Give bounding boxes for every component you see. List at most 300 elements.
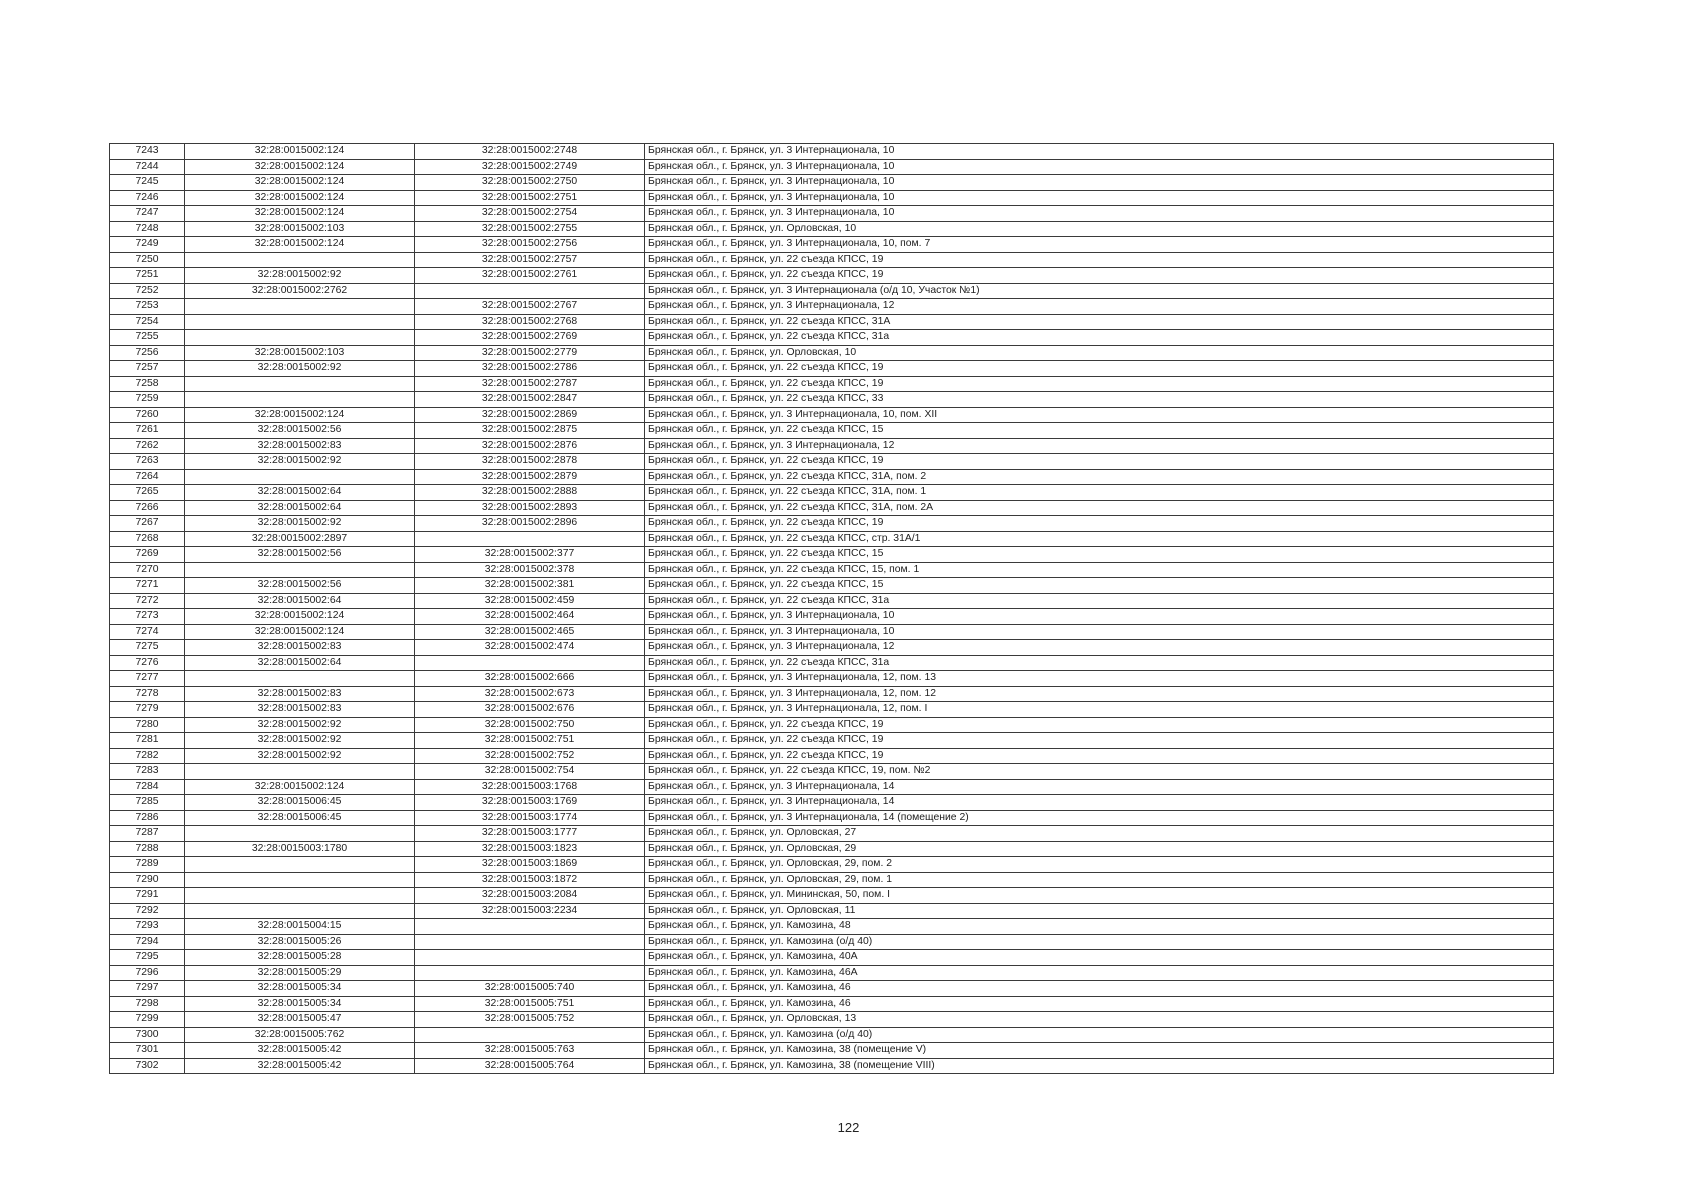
address-cell: Брянская обл., г. Брянск, ул. 22 съезда КПСС, 19 (645, 268, 1554, 284)
land-parcel-cadastral-number-cell: 32:28:0015005:34 (185, 996, 415, 1012)
row-number-cell: 7282 (110, 748, 185, 764)
land-parcel-cadastral-number-cell: 32:28:0015002:92 (185, 516, 415, 532)
building-cadastral-number-cell (415, 934, 645, 950)
land-parcel-cadastral-number-cell (185, 903, 415, 919)
land-parcel-cadastral-number-cell: 32:28:0015002:124 (185, 779, 415, 795)
building-cadastral-number-cell: 32:28:0015003:1777 (415, 826, 645, 842)
address-cell: Брянская обл., г. Брянск, ул. 3 Интернационала, 10 (645, 175, 1554, 191)
table-row (110, 237, 1554, 253)
table-row (110, 438, 1554, 454)
building-cadastral-number-cell: 32:28:0015002:750 (415, 717, 645, 733)
land-parcel-cadastral-number-cell: 32:28:0015005:42 (185, 1043, 415, 1059)
address-cell: Брянская обл., г. Брянск, ул. 22 съезда КПСС, 19 (645, 733, 1554, 749)
building-cadastral-number-cell: 32:28:0015002:2748 (415, 144, 645, 160)
table-row (110, 717, 1554, 733)
building-cadastral-number-cell: 32:28:0015002:2879 (415, 469, 645, 485)
row-number-cell: 7287 (110, 826, 185, 842)
land-parcel-cadastral-number-cell (185, 562, 415, 578)
registry-table (109, 143, 1554, 1074)
land-parcel-cadastral-number-cell: 32:28:0015002:83 (185, 702, 415, 718)
table-row (110, 981, 1554, 997)
row-number-cell: 7259 (110, 392, 185, 408)
table-row (110, 485, 1554, 501)
building-cadastral-number-cell: 32:28:0015002:2767 (415, 299, 645, 315)
land-parcel-cadastral-number-cell: 32:28:0015002:124 (185, 190, 415, 206)
land-parcel-cadastral-number-cell: 32:28:0015006:45 (185, 810, 415, 826)
table-row (110, 423, 1554, 439)
row-number-cell: 7281 (110, 733, 185, 749)
page-number: 122 (837, 1120, 860, 1135)
building-cadastral-number-cell: 32:28:0015002:754 (415, 764, 645, 780)
address-cell: Брянская обл., г. Брянск, ул. Камозина, 48 (645, 919, 1554, 935)
building-cadastral-number-cell: 32:28:0015002:2893 (415, 500, 645, 516)
building-cadastral-number-cell: 32:28:0015002:2761 (415, 268, 645, 284)
land-parcel-cadastral-number-cell (185, 671, 415, 687)
land-parcel-cadastral-number-cell: 32:28:0015002:2762 (185, 283, 415, 299)
land-parcel-cadastral-number-cell: 32:28:0015005:28 (185, 950, 415, 966)
address-cell: Брянская обл., г. Брянск, ул. 3 Интернационала, 12 (645, 640, 1554, 656)
row-number-cell: 7278 (110, 686, 185, 702)
land-parcel-cadastral-number-cell: 32:28:0015002:64 (185, 593, 415, 609)
building-cadastral-number-cell: 32:28:0015002:2754 (415, 206, 645, 222)
building-cadastral-number-cell: 32:28:0015002:673 (415, 686, 645, 702)
land-parcel-cadastral-number-cell: 32:28:0015002:103 (185, 345, 415, 361)
land-parcel-cadastral-number-cell: 32:28:0015005:42 (185, 1058, 415, 1074)
land-parcel-cadastral-number-cell: 32:28:0015002:83 (185, 686, 415, 702)
building-cadastral-number-cell (415, 950, 645, 966)
address-cell: Брянская обл., г. Брянск, ул. Орловская, 10 (645, 221, 1554, 237)
land-parcel-cadastral-number-cell: 32:28:0015002:124 (185, 175, 415, 191)
table-row (110, 671, 1554, 687)
row-number-cell: 7265 (110, 485, 185, 501)
address-cell: Брянская обл., г. Брянск, ул. 3 Интернационала, 14 (645, 795, 1554, 811)
address-cell: Брянская обл., г. Брянск, ул. Камозина, 46 (645, 981, 1554, 997)
land-parcel-cadastral-number-cell: 32:28:0015002:124 (185, 624, 415, 640)
address-cell: Брянская обл., г. Брянск, ул. 22 съезда КПСС, 31А, пом. 2А (645, 500, 1554, 516)
land-parcel-cadastral-number-cell: 32:28:0015002:103 (185, 221, 415, 237)
building-cadastral-number-cell: 32:28:0015002:2786 (415, 361, 645, 377)
table-row (110, 810, 1554, 826)
address-cell: Брянская обл., г. Брянск, ул. Мининская, 50, пом. I (645, 888, 1554, 904)
row-number-cell: 7292 (110, 903, 185, 919)
row-number-cell: 7263 (110, 454, 185, 470)
row-number-cell: 7302 (110, 1058, 185, 1074)
building-cadastral-number-cell (415, 1027, 645, 1043)
row-number-cell: 7267 (110, 516, 185, 532)
row-number-cell: 7289 (110, 857, 185, 873)
land-parcel-cadastral-number-cell: 32:28:0015005:47 (185, 1012, 415, 1028)
row-number-cell: 7275 (110, 640, 185, 656)
row-number-cell: 7295 (110, 950, 185, 966)
row-number-cell: 7251 (110, 268, 185, 284)
building-cadastral-number-cell: 32:28:0015002:464 (415, 609, 645, 625)
row-number-cell: 7252 (110, 283, 185, 299)
land-parcel-cadastral-number-cell: 32:28:0015002:92 (185, 268, 415, 284)
address-cell: Брянская обл., г. Брянск, ул. Камозина, 46 (645, 996, 1554, 1012)
row-number-cell: 7293 (110, 919, 185, 935)
address-cell: Брянская обл., г. Брянск, ул. 22 съезда КПСС, 19, пом. №2 (645, 764, 1554, 780)
land-parcel-cadastral-number-cell: 32:28:0015002:92 (185, 361, 415, 377)
address-cell: Брянская обл., г. Брянск, ул. 3 Интернационала, 12, пом. 13 (645, 671, 1554, 687)
row-number-cell: 7244 (110, 159, 185, 175)
land-parcel-cadastral-number-cell: 32:28:0015002:83 (185, 640, 415, 656)
table-row (110, 206, 1554, 222)
table-row (110, 283, 1554, 299)
address-cell: Брянская обл., г. Брянск, ул. 22 съезда КПСС, 31а (645, 593, 1554, 609)
address-cell: Брянская обл., г. Брянск, ул. 22 съезда КПСС, 19 (645, 748, 1554, 764)
row-number-cell: 7291 (110, 888, 185, 904)
row-number-cell: 7255 (110, 330, 185, 346)
row-number-cell: 7294 (110, 934, 185, 950)
building-cadastral-number-cell (415, 655, 645, 671)
building-cadastral-number-cell: 32:28:0015003:1768 (415, 779, 645, 795)
building-cadastral-number-cell: 32:28:0015002:2847 (415, 392, 645, 408)
address-cell: Брянская обл., г. Брянск, ул. Орловская, 29, пом. 2 (645, 857, 1554, 873)
address-cell: Брянская обл., г. Брянск, ул. 22 съезда КПСС, 31А (645, 314, 1554, 330)
table-row (110, 640, 1554, 656)
address-cell: Брянская обл., г. Брянск, ул. Камозина, 46А (645, 965, 1554, 981)
building-cadastral-number-cell (415, 965, 645, 981)
land-parcel-cadastral-number-cell: 32:28:0015002:92 (185, 717, 415, 733)
land-parcel-cadastral-number-cell: 32:28:0015002:124 (185, 206, 415, 222)
land-parcel-cadastral-number-cell: 32:28:0015006:45 (185, 795, 415, 811)
address-cell: Брянская обл., г. Брянск, ул. 22 съезда КПСС, 31а (645, 655, 1554, 671)
table-row (110, 593, 1554, 609)
address-cell: Брянская обл., г. Брянск, ул. Орловская, 13 (645, 1012, 1554, 1028)
table-row (110, 872, 1554, 888)
address-cell: Брянская обл., г. Брянск, ул. 3 Интернационала, 12 (645, 299, 1554, 315)
row-number-cell: 7299 (110, 1012, 185, 1028)
table-row (110, 175, 1554, 191)
address-cell: Брянская обл., г. Брянск, ул. 22 съезда КПСС, 33 (645, 392, 1554, 408)
building-cadastral-number-cell: 32:28:0015002:2757 (415, 252, 645, 268)
table-row (110, 779, 1554, 795)
building-cadastral-number-cell: 32:28:0015002:2756 (415, 237, 645, 253)
land-parcel-cadastral-number-cell: 32:28:0015003:1780 (185, 841, 415, 857)
building-cadastral-number-cell: 32:28:0015005:764 (415, 1058, 645, 1074)
address-cell: Брянская обл., г. Брянск, ул. 3 Интернационала (о/д 10, Участок №1) (645, 283, 1554, 299)
building-cadastral-number-cell: 32:28:0015002:2869 (415, 407, 645, 423)
row-number-cell: 7288 (110, 841, 185, 857)
building-cadastral-number-cell: 32:28:0015002:381 (415, 578, 645, 594)
land-parcel-cadastral-number-cell (185, 857, 415, 873)
address-cell: Брянская обл., г. Брянск, ул. 3 Интернационала, 10 (645, 609, 1554, 625)
row-number-cell: 7256 (110, 345, 185, 361)
building-cadastral-number-cell (415, 283, 645, 299)
row-number-cell: 7276 (110, 655, 185, 671)
table-row (110, 857, 1554, 873)
row-number-cell: 7243 (110, 144, 185, 160)
land-parcel-cadastral-number-cell: 32:28:0015004:15 (185, 919, 415, 935)
address-cell: Брянская обл., г. Брянск, ул. 22 съезда КПСС, 19 (645, 252, 1554, 268)
address-cell: Брянская обл., г. Брянск, ул. Камозина (о/д 40) (645, 934, 1554, 950)
table-row (110, 252, 1554, 268)
land-parcel-cadastral-number-cell: 32:28:0015002:83 (185, 438, 415, 454)
address-cell: Брянская обл., г. Брянск, ул. 3 Интернационала, 10, пом. XII (645, 407, 1554, 423)
table-row (110, 702, 1554, 718)
table-row (110, 392, 1554, 408)
building-cadastral-number-cell: 32:28:0015003:1774 (415, 810, 645, 826)
address-cell: Брянская обл., г. Брянск, ул. 22 съезда КПСС, 15 (645, 547, 1554, 563)
land-parcel-cadastral-number-cell (185, 888, 415, 904)
building-cadastral-number-cell: 32:28:0015002:2876 (415, 438, 645, 454)
row-number-cell: 7247 (110, 206, 185, 222)
building-cadastral-number-cell: 32:28:0015002:377 (415, 547, 645, 563)
land-parcel-cadastral-number-cell: 32:28:0015002:56 (185, 578, 415, 594)
row-number-cell: 7285 (110, 795, 185, 811)
address-cell: Брянская обл., г. Брянск, ул. 22 съезда КПСС, 31А, пом. 1 (645, 485, 1554, 501)
row-number-cell: 7245 (110, 175, 185, 191)
table-row (110, 407, 1554, 423)
building-cadastral-number-cell: 32:28:0015003:1769 (415, 795, 645, 811)
table-row (110, 919, 1554, 935)
land-parcel-cadastral-number-cell: 32:28:0015002:92 (185, 454, 415, 470)
land-parcel-cadastral-number-cell (185, 330, 415, 346)
building-cadastral-number-cell: 32:28:0015002:2787 (415, 376, 645, 392)
address-cell: Брянская обл., г. Брянск, ул. 22 съезда КПСС, 15, пом. 1 (645, 562, 1554, 578)
land-parcel-cadastral-number-cell (185, 392, 415, 408)
building-cadastral-number-cell: 32:28:0015002:2769 (415, 330, 645, 346)
address-cell: Брянская обл., г. Брянск, ул. Камозина, 38 (помещение V) (645, 1043, 1554, 1059)
address-cell: Брянская обл., г. Брянск, ул. 22 съезда КПСС, 19 (645, 376, 1554, 392)
land-parcel-cadastral-number-cell: 32:28:0015005:26 (185, 934, 415, 950)
building-cadastral-number-cell: 32:28:0015002:2749 (415, 159, 645, 175)
table-row (110, 578, 1554, 594)
land-parcel-cadastral-number-cell: 32:28:0015002:92 (185, 748, 415, 764)
address-cell: Брянская обл., г. Брянск, ул. 3 Интернационала, 14 (помещение 2) (645, 810, 1554, 826)
address-cell: Брянская обл., г. Брянск, ул. 3 Интернационала, 14 (645, 779, 1554, 795)
building-cadastral-number-cell: 32:28:0015002:751 (415, 733, 645, 749)
row-number-cell: 7286 (110, 810, 185, 826)
row-number-cell: 7258 (110, 376, 185, 392)
table-row (110, 159, 1554, 175)
table-row (110, 1058, 1554, 1074)
table-row (110, 903, 1554, 919)
table-row (110, 531, 1554, 547)
address-cell: Брянская обл., г. Брянск, ул. Орловская, 29, пом. 1 (645, 872, 1554, 888)
land-parcel-cadastral-number-cell: 32:28:0015002:92 (185, 733, 415, 749)
row-number-cell: 7260 (110, 407, 185, 423)
building-cadastral-number-cell: 32:28:0015002:474 (415, 640, 645, 656)
table-row (110, 655, 1554, 671)
row-number-cell: 7271 (110, 578, 185, 594)
building-cadastral-number-cell: 32:28:0015002:465 (415, 624, 645, 640)
row-number-cell: 7257 (110, 361, 185, 377)
building-cadastral-number-cell: 32:28:0015002:2751 (415, 190, 645, 206)
address-cell: Брянская обл., г. Брянск, ул. 3 Интернационала, 10, пом. 7 (645, 237, 1554, 253)
address-cell: Брянская обл., г. Брянск, ул. Камозина (о/д 40) (645, 1027, 1554, 1043)
building-cadastral-number-cell: 32:28:0015002:2896 (415, 516, 645, 532)
row-number-cell: 7250 (110, 252, 185, 268)
row-number-cell: 7298 (110, 996, 185, 1012)
land-parcel-cadastral-number-cell: 32:28:0015005:29 (185, 965, 415, 981)
land-parcel-cadastral-number-cell: 32:28:0015002:124 (185, 237, 415, 253)
land-parcel-cadastral-number-cell (185, 469, 415, 485)
land-parcel-cadastral-number-cell: 32:28:0015002:64 (185, 655, 415, 671)
table-row (110, 624, 1554, 640)
building-cadastral-number-cell (415, 919, 645, 935)
table-row (110, 516, 1554, 532)
building-cadastral-number-cell (415, 531, 645, 547)
table-row (110, 934, 1554, 950)
table-row (110, 376, 1554, 392)
table-row (110, 1027, 1554, 1043)
address-cell: Брянская обл., г. Брянск, ул. 22 съезда КПСС, 15 (645, 578, 1554, 594)
building-cadastral-number-cell: 32:28:0015003:1872 (415, 872, 645, 888)
table-row (110, 609, 1554, 625)
row-number-cell: 7280 (110, 717, 185, 733)
building-cadastral-number-cell: 32:28:0015002:666 (415, 671, 645, 687)
building-cadastral-number-cell: 32:28:0015003:1869 (415, 857, 645, 873)
address-cell: Брянская обл., г. Брянск, ул. 3 Интернационала, 12, пом. I (645, 702, 1554, 718)
land-parcel-cadastral-number-cell: 32:28:0015002:64 (185, 500, 415, 516)
row-number-cell: 7266 (110, 500, 185, 516)
table-row (110, 299, 1554, 315)
table-row (110, 996, 1554, 1012)
table-row (110, 190, 1554, 206)
address-cell: Брянская обл., г. Брянск, ул. 3 Интернационала, 12 (645, 438, 1554, 454)
row-number-cell: 7249 (110, 237, 185, 253)
building-cadastral-number-cell: 32:28:0015002:2755 (415, 221, 645, 237)
row-number-cell: 7253 (110, 299, 185, 315)
building-cadastral-number-cell: 32:28:0015002:2779 (415, 345, 645, 361)
building-cadastral-number-cell: 32:28:0015005:740 (415, 981, 645, 997)
building-cadastral-number-cell: 32:28:0015005:751 (415, 996, 645, 1012)
address-cell: Брянская обл., г. Брянск, ул. 22 съезда КПСС, 19 (645, 454, 1554, 470)
table-row (110, 950, 1554, 966)
row-number-cell: 7268 (110, 531, 185, 547)
table-row (110, 500, 1554, 516)
row-number-cell: 7269 (110, 547, 185, 563)
building-cadastral-number-cell: 32:28:0015002:2888 (415, 485, 645, 501)
table-row (110, 547, 1554, 563)
row-number-cell: 7254 (110, 314, 185, 330)
row-number-cell: 7296 (110, 965, 185, 981)
land-parcel-cadastral-number-cell: 32:28:0015002:124 (185, 159, 415, 175)
table-row (110, 562, 1554, 578)
land-parcel-cadastral-number-cell (185, 314, 415, 330)
table-row (110, 314, 1554, 330)
row-number-cell: 7261 (110, 423, 185, 439)
row-number-cell: 7270 (110, 562, 185, 578)
land-parcel-cadastral-number-cell: 32:28:0015002:2897 (185, 531, 415, 547)
registry-table-body (110, 144, 1554, 1074)
row-number-cell: 7274 (110, 624, 185, 640)
table-row (110, 1043, 1554, 1059)
row-number-cell: 7273 (110, 609, 185, 625)
row-number-cell: 7297 (110, 981, 185, 997)
address-cell: Брянская обл., г. Брянск, ул. 22 съезда КПСС, 31А, пом. 2 (645, 469, 1554, 485)
address-cell: Брянская обл., г. Брянск, ул. 3 Интернационала, 10 (645, 624, 1554, 640)
building-cadastral-number-cell: 32:28:0015002:2875 (415, 423, 645, 439)
table-row (110, 733, 1554, 749)
row-number-cell: 7277 (110, 671, 185, 687)
row-number-cell: 7283 (110, 764, 185, 780)
address-cell: Брянская обл., г. Брянск, ул. 22 съезда КПСС, 19 (645, 516, 1554, 532)
table-row (110, 686, 1554, 702)
address-cell: Брянская обл., г. Брянск, ул. Орловская, 10 (645, 345, 1554, 361)
address-cell: Брянская обл., г. Брянск, ул. Орловская, 29 (645, 841, 1554, 857)
table-row (110, 361, 1554, 377)
table-row (110, 826, 1554, 842)
row-number-cell: 7279 (110, 702, 185, 718)
table-row (110, 268, 1554, 284)
address-cell: Брянская обл., г. Брянск, ул. Орловская, 27 (645, 826, 1554, 842)
table-row (110, 454, 1554, 470)
address-cell: Брянская обл., г. Брянск, ул. 3 Интернационала, 10 (645, 144, 1554, 160)
land-parcel-cadastral-number-cell (185, 376, 415, 392)
land-parcel-cadastral-number-cell: 32:28:0015005:34 (185, 981, 415, 997)
row-number-cell: 7290 (110, 872, 185, 888)
address-cell: Брянская обл., г. Брянск, ул. 3 Интернационала, 10 (645, 206, 1554, 222)
land-parcel-cadastral-number-cell (185, 252, 415, 268)
address-cell: Брянская обл., г. Брянск, ул. 22 съезда КПСС, 19 (645, 717, 1554, 733)
row-number-cell: 7301 (110, 1043, 185, 1059)
table-row (110, 469, 1554, 485)
table-row (110, 1012, 1554, 1028)
row-number-cell: 7246 (110, 190, 185, 206)
row-number-cell: 7264 (110, 469, 185, 485)
address-cell: Брянская обл., г. Брянск, ул. 22 съезда КПСС, стр. 31А/1 (645, 531, 1554, 547)
row-number-cell: 7272 (110, 593, 185, 609)
table-row (110, 330, 1554, 346)
building-cadastral-number-cell: 32:28:0015005:752 (415, 1012, 645, 1028)
building-cadastral-number-cell: 32:28:0015002:676 (415, 702, 645, 718)
land-parcel-cadastral-number-cell (185, 872, 415, 888)
land-parcel-cadastral-number-cell: 32:28:0015002:56 (185, 423, 415, 439)
row-number-cell: 7262 (110, 438, 185, 454)
row-number-cell: 7248 (110, 221, 185, 237)
table-row (110, 345, 1554, 361)
building-cadastral-number-cell: 32:28:0015005:763 (415, 1043, 645, 1059)
land-parcel-cadastral-number-cell: 32:28:0015002:56 (185, 547, 415, 563)
land-parcel-cadastral-number-cell (185, 826, 415, 842)
table-row (110, 965, 1554, 981)
land-parcel-cadastral-number-cell (185, 299, 415, 315)
table-row (110, 748, 1554, 764)
table-row (110, 764, 1554, 780)
building-cadastral-number-cell: 32:28:0015002:2878 (415, 454, 645, 470)
table-row (110, 221, 1554, 237)
land-parcel-cadastral-number-cell: 32:28:0015002:124 (185, 609, 415, 625)
building-cadastral-number-cell: 32:28:0015002:459 (415, 593, 645, 609)
land-parcel-cadastral-number-cell: 32:28:0015002:124 (185, 407, 415, 423)
address-cell: Брянская обл., г. Брянск, ул. Камозина, 38 (помещение VIII) (645, 1058, 1554, 1074)
building-cadastral-number-cell: 32:28:0015003:1823 (415, 841, 645, 857)
address-cell: Брянская обл., г. Брянск, ул. Камозина, 40А (645, 950, 1554, 966)
building-cadastral-number-cell: 32:28:0015002:2750 (415, 175, 645, 191)
address-cell: Брянская обл., г. Брянск, ул. 22 съезда КПСС, 31а (645, 330, 1554, 346)
land-parcel-cadastral-number-cell (185, 764, 415, 780)
table-row (110, 144, 1554, 160)
address-cell: Брянская обл., г. Брянск, ул. 3 Интернационала, 12, пом. 12 (645, 686, 1554, 702)
building-cadastral-number-cell: 32:28:0015002:2768 (415, 314, 645, 330)
address-cell: Брянская обл., г. Брянск, ул. 22 съезда КПСС, 15 (645, 423, 1554, 439)
address-cell: Брянская обл., г. Брянск, ул. 3 Интернационала, 10 (645, 159, 1554, 175)
table-row (110, 888, 1554, 904)
row-number-cell: 7300 (110, 1027, 185, 1043)
land-parcel-cadastral-number-cell: 32:28:0015005:762 (185, 1027, 415, 1043)
table-row (110, 795, 1554, 811)
land-parcel-cadastral-number-cell: 32:28:0015002:124 (185, 144, 415, 160)
row-number-cell: 7284 (110, 779, 185, 795)
building-cadastral-number-cell: 32:28:0015003:2084 (415, 888, 645, 904)
address-cell: Брянская обл., г. Брянск, ул. 22 съезда КПСС, 19 (645, 361, 1554, 377)
address-cell: Брянская обл., г. Брянск, ул. 3 Интернационала, 10 (645, 190, 1554, 206)
land-parcel-cadastral-number-cell: 32:28:0015002:64 (185, 485, 415, 501)
table-row (110, 841, 1554, 857)
address-cell: Брянская обл., г. Брянск, ул. Орловская, 11 (645, 903, 1554, 919)
